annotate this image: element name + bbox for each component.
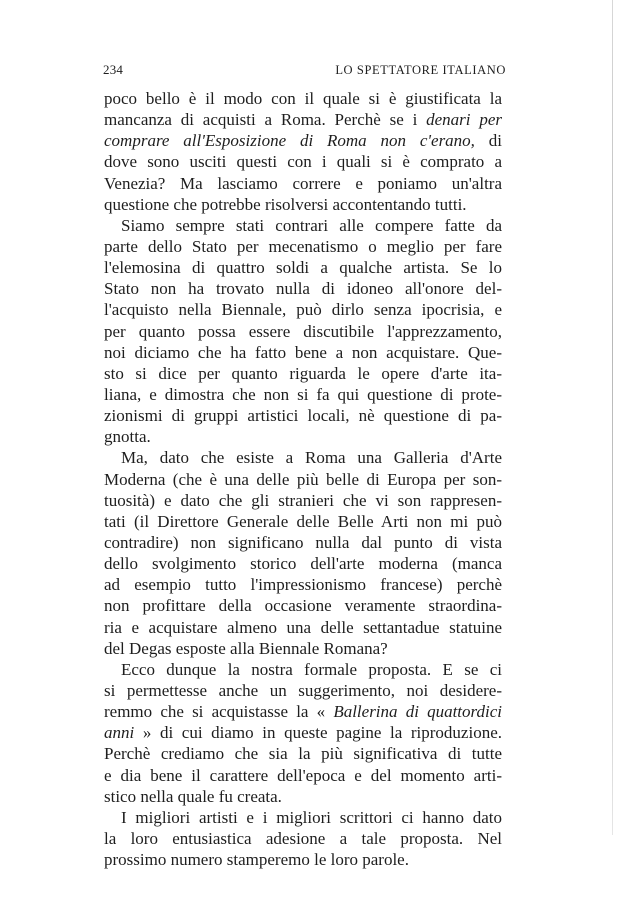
text-line	[104, 130, 502, 151]
text-line	[104, 659, 502, 680]
text-run: la loro entusiastica adesione a tale proposta. Nel	[104, 828, 502, 848]
text-line	[104, 765, 502, 786]
text-line	[104, 405, 502, 426]
paragraph	[104, 447, 502, 658]
text-line	[104, 680, 502, 701]
text-run: si permettesse anche un suggerimento, noi desidere-	[104, 680, 502, 700]
text-run: Stato non ha trovato nulla di idoneo all'onore del-	[104, 279, 502, 299]
text-line	[104, 321, 502, 342]
paragraph	[104, 215, 502, 448]
text-run: gnotta.	[104, 427, 151, 447]
text-run: tuosità) e dato che gli stranieri che vi son rappresen-	[104, 490, 502, 510]
text-line	[104, 786, 502, 807]
text-run: Ma, dato che esiste a Roma una Galleria d'Arte	[121, 448, 502, 468]
page-number: 234	[103, 62, 124, 77]
text-run: Siamo sempre stati contrari alle compere fatte da	[121, 215, 502, 235]
article-body	[104, 88, 502, 870]
text-line	[104, 278, 502, 299]
text-run: dello svolgimento storico dell'arte moderna (manca	[104, 554, 502, 574]
text-run: I migliori artisti e i migliori scrittori ci hanno dato	[121, 807, 502, 827]
text-run: remmo che si acquistasse la «	[104, 702, 334, 722]
text-line	[104, 257, 502, 278]
text-line	[104, 743, 502, 764]
text-line	[104, 828, 502, 849]
page-gutter-line	[612, 0, 613, 835]
text-run: del Degas esposte alla Biennale Romana?	[104, 638, 388, 658]
paragraph	[104, 807, 502, 870]
text-run: Moderna (che è una delle più belle di Europa per son-	[104, 469, 502, 489]
text-run: Venezia? Ma lasciamo correre e poniamo un'altra	[104, 173, 502, 193]
text-line	[104, 553, 502, 574]
paragraph	[104, 88, 502, 215]
text-line	[104, 574, 502, 595]
text-run: Ecco dunque la nostra formale proposta. E se ci	[121, 659, 502, 679]
text-run: mancanza di acquisti a Roma. Perchè se i	[104, 110, 427, 130]
text-run: non profittare della occasione veramente straordina-	[104, 596, 502, 616]
text-line	[104, 236, 502, 257]
text-line	[104, 807, 502, 828]
text-run: e dia bene il carattere dell'epoca e del momento arti-	[104, 765, 502, 785]
text-line	[104, 299, 502, 320]
text-run: parte dello Stato per mecenatismo o meglio per fare	[104, 236, 502, 256]
text-run: Perchè crediamo che sia la più significativa di tutte	[104, 744, 502, 764]
italic-text: Ballerina di quattordici	[333, 702, 502, 722]
text-line	[104, 469, 502, 490]
text-run: ria e acquistare almeno una delle settantadue statuine	[104, 617, 502, 637]
text-line	[104, 722, 502, 743]
text-run: stico nella quale fu creata.	[104, 786, 282, 806]
text-run: l'elemosina di quattro soldi a qualche artista. Se lo	[104, 258, 502, 278]
text-run: sto si dice per quanto riguarda le opere d'arte ita-	[104, 363, 502, 383]
text-line	[104, 151, 502, 172]
text-line	[104, 384, 502, 405]
text-run: zionismi di gruppi artistici locali, nè questione di pa-	[104, 406, 502, 426]
text-run: l'acquisto nella Biennale, può dirlo senza ipocrisia, e	[104, 300, 502, 320]
text-run: di	[474, 131, 502, 151]
text-line	[104, 490, 502, 511]
text-line	[104, 215, 502, 236]
text-run: noi diciamo che ha fatto bene a non acquistare. Que-	[104, 342, 502, 362]
text-line	[104, 426, 502, 447]
text-line	[104, 363, 502, 384]
text-run: » di cui diamo in queste pagine la riproduzione.	[134, 723, 502, 743]
text-line	[104, 511, 502, 532]
italic-text: anni	[104, 723, 135, 743]
text-line	[104, 638, 502, 659]
text-line	[104, 342, 502, 363]
text-run: tati (il Direttore Generale delle Belle Arti non mi può	[104, 511, 502, 531]
text-line	[104, 194, 502, 215]
text-line	[104, 173, 502, 194]
text-line	[104, 88, 502, 109]
journal-title: LO SPETTATORE ITALIANO	[335, 63, 506, 77]
text-line	[104, 447, 502, 468]
text-run: liana, e dimostra che non si fa qui questione di prote-	[104, 384, 502, 404]
text-line	[104, 617, 502, 638]
text-line	[104, 849, 502, 870]
text-run: ad esempio tutto l'impressionismo francese) perchè	[104, 575, 502, 595]
text-line	[104, 595, 502, 616]
text-line	[104, 109, 502, 130]
paragraph	[104, 659, 502, 807]
text-run: poco bello è il modo con il quale si è giustificata la	[104, 89, 502, 108]
italic-text: denari per	[426, 110, 503, 130]
text-run: dove sono usciti questi con i quali si è comprato a	[104, 152, 502, 172]
text-line	[104, 532, 502, 553]
italic-text: comprare all'Esposizione di Roma non c'erano,	[104, 131, 475, 151]
text-line	[104, 701, 502, 722]
text-run: per quanto possa essere discutibile l'apprezzamento,	[104, 321, 502, 341]
text-run: questione che potrebbe risolversi accontentando tutti.	[104, 194, 467, 214]
text-run: prossimo numero stamperemo le loro parole.	[104, 850, 409, 870]
text-run: contradire) non significano nulla dal punto di vista	[104, 532, 502, 552]
running-head	[103, 60, 506, 80]
